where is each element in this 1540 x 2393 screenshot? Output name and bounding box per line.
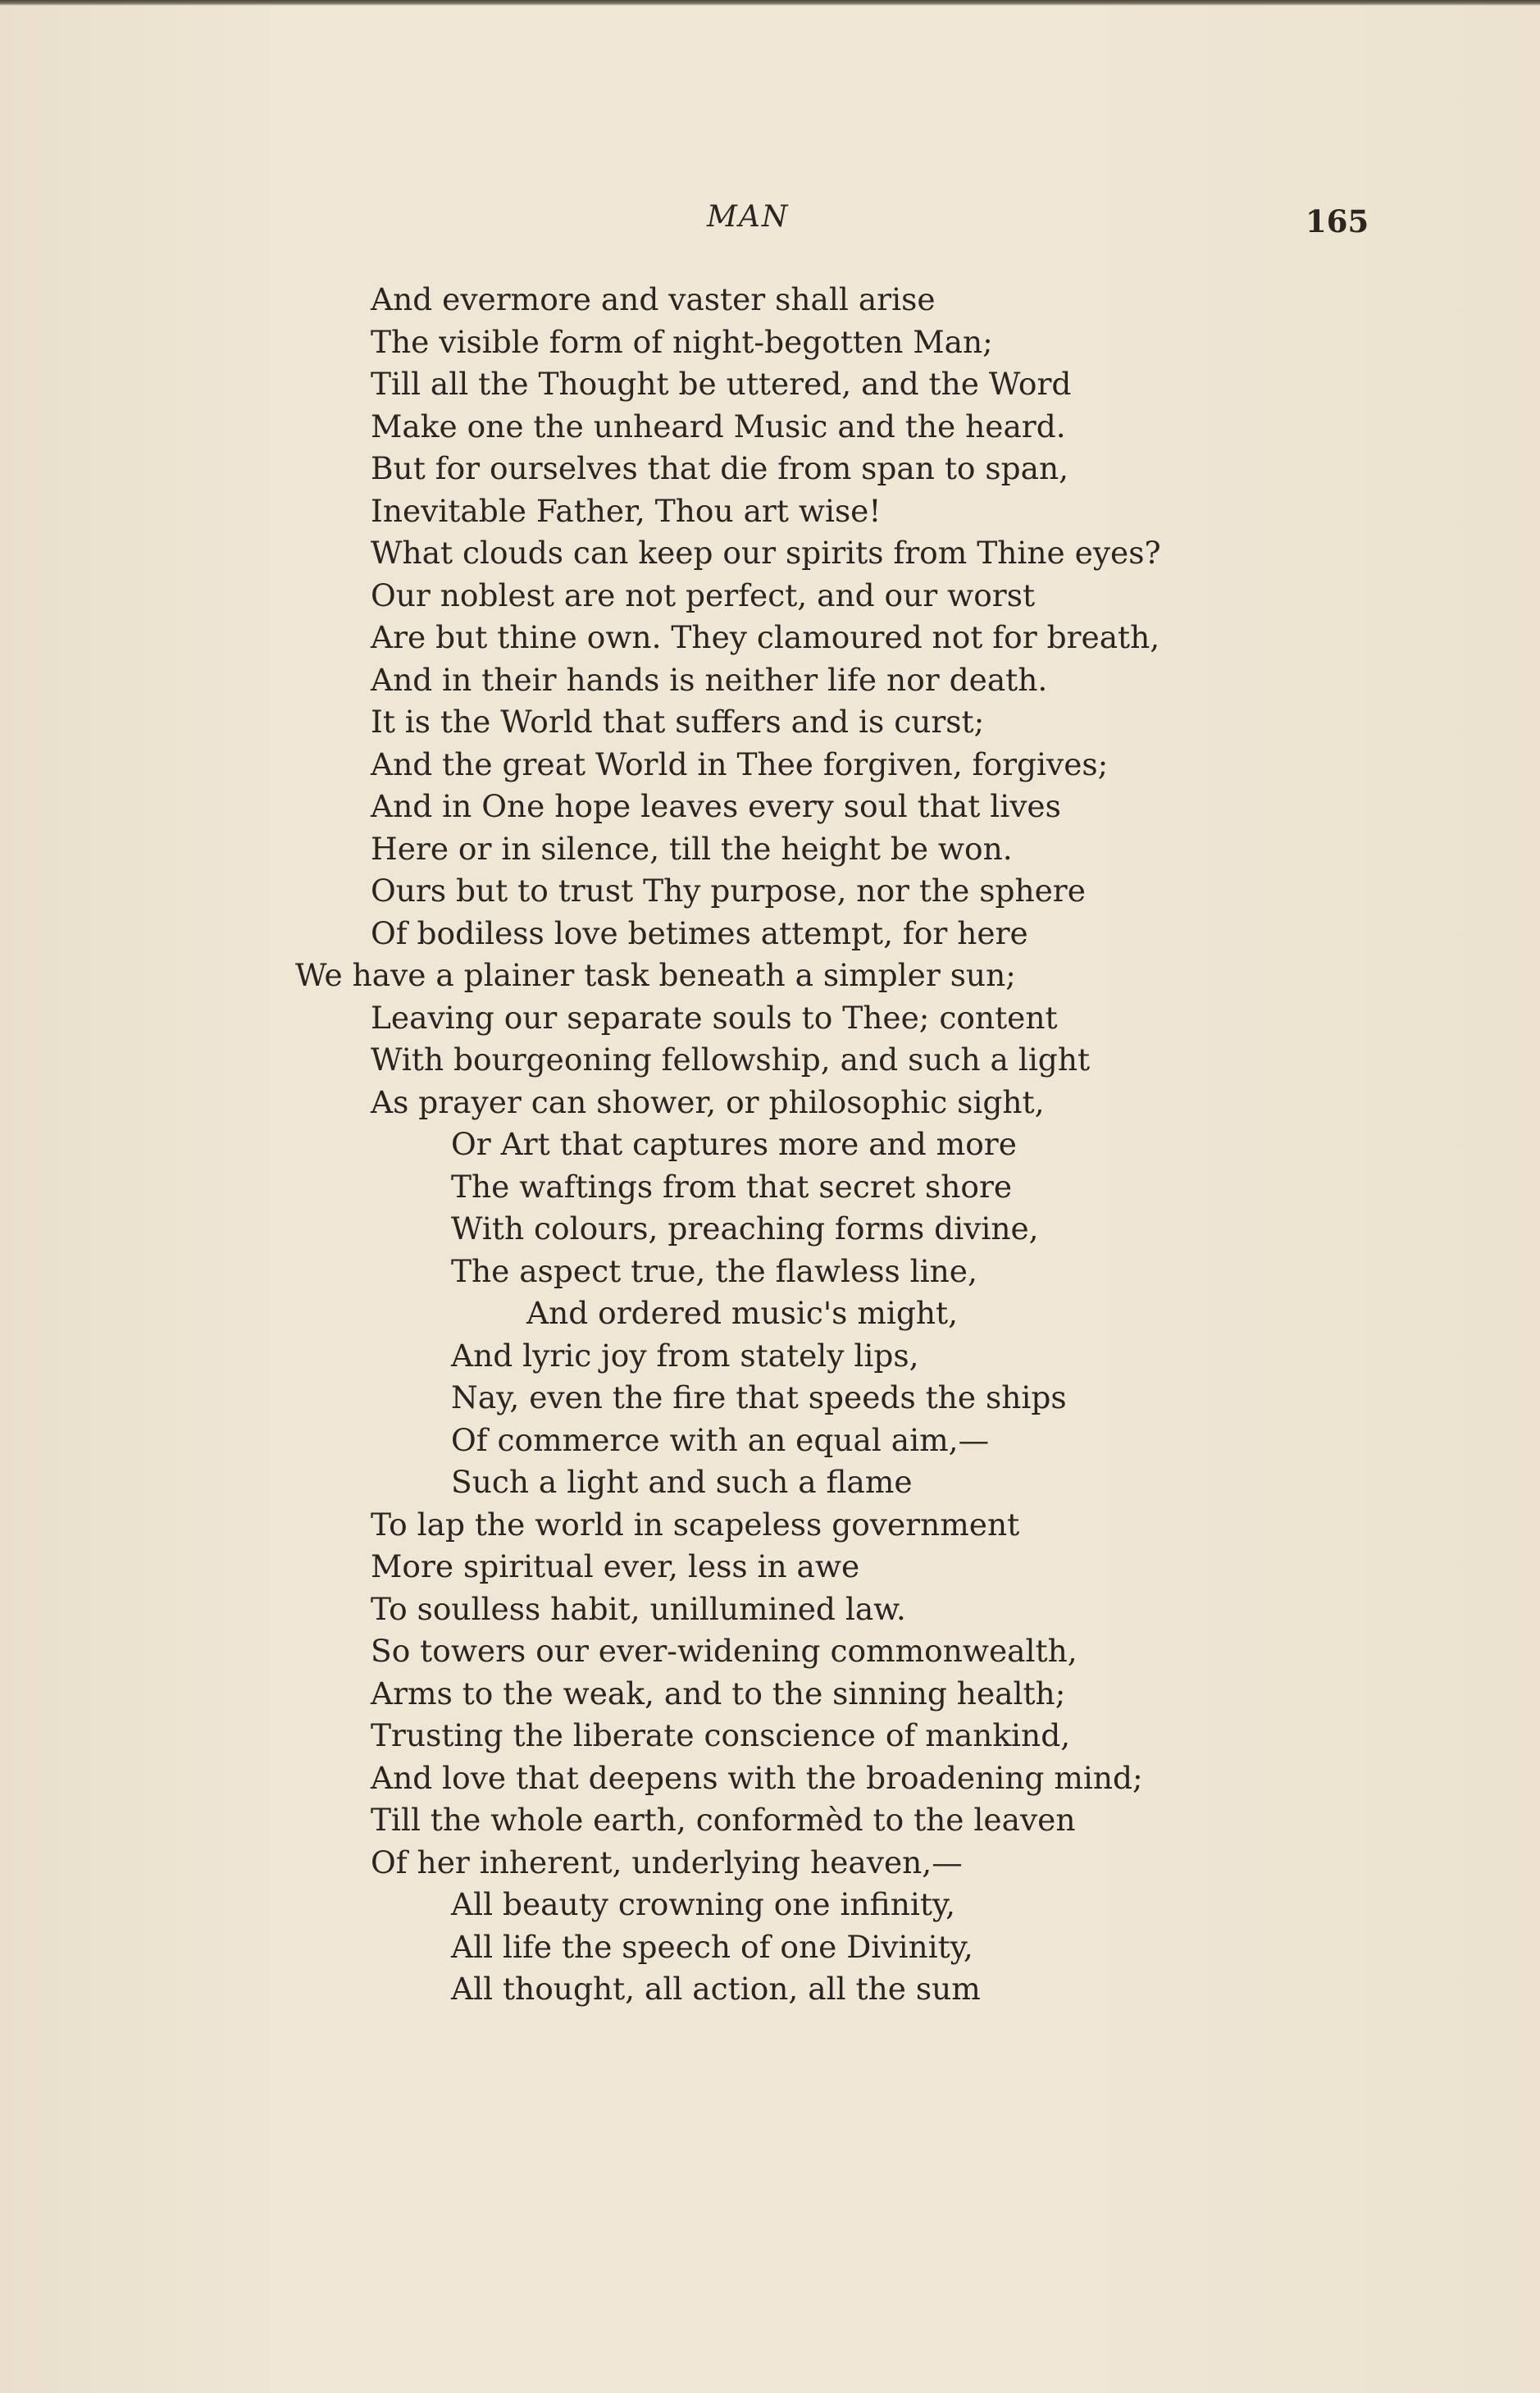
- page-top-edge: [0, 0, 1540, 6]
- poem-line: Till the whole earth, conformèd to the leaven: [371, 1802, 1076, 1838]
- poem-line: And ordered music's might,: [526, 1295, 959, 1331]
- poem-line: But for ourselves that die from span to span,: [371, 450, 1069, 486]
- poem-line: Or Art that captures more and more: [451, 1126, 1017, 1162]
- poem-line: Of her inherent, underlying heaven,—: [371, 1844, 963, 1880]
- poem-line: To soulless habit, unillumined law.: [371, 1590, 906, 1627]
- poem-line: And love that deepens with the broadening mind;: [371, 1759, 1143, 1796]
- poem-line: The waftings from that secret shore: [451, 1168, 1013, 1205]
- page-header: [0, 197, 1540, 246]
- poem-line: With colours, preaching forms divine,: [451, 1210, 1039, 1247]
- poem-line: Our noblest are not perfect, and our worst: [371, 577, 1036, 613]
- poem-line: And lyric joy from stately lips,: [451, 1337, 919, 1374]
- poem-line: And the great World in Thee forgiven, forgives;: [371, 745, 1109, 782]
- poem-line: The visible form of night-begotten Man;: [371, 323, 993, 360]
- poem-line: All beauty crowning one infinity,: [451, 1886, 956, 1922]
- poem-line: And in their hands is neither life nor death.: [371, 661, 1048, 698]
- poem-line: All life the speech of one Divinity,: [451, 1928, 973, 1965]
- poem-line: Such a light and such a flame: [451, 1464, 913, 1500]
- poem-line: What clouds can keep our spirits from Thine eyes?: [371, 535, 1161, 571]
- poem-line: And in One hope leaves every soul that lives: [371, 788, 1061, 824]
- poem-line: More spiritual ever, less in awe: [371, 1548, 860, 1584]
- poem-line: It is the World that suffers and is curst;: [371, 704, 985, 740]
- poem-line: Ours but to trust Thy purpose, nor the sphere: [371, 873, 1086, 909]
- poem-line: Arms to the weak, and to the sinning health;: [371, 1675, 1066, 1712]
- page-number: 165: [1305, 203, 1369, 239]
- poem-body: [0, 279, 1540, 2011]
- poem-line: We have a plainer task beneath a simpler sun;: [295, 957, 1016, 993]
- poem-line: Here or in silence, till the height be won.: [371, 830, 1013, 867]
- poem-line: And evermore and vaster shall arise: [371, 281, 936, 317]
- running-head: MAN: [707, 200, 790, 234]
- poem-line: Trusting the liberate conscience of mankind,: [371, 1717, 1071, 1753]
- poem-line: Of commerce with an equal aim,—: [451, 1421, 990, 1458]
- poem-line: To lap the world in scapeless government: [371, 1506, 1020, 1543]
- poem-line: As prayer can shower, or philosophic sight,: [371, 1083, 1045, 1120]
- poem-line: Of bodiless love betimes attempt, for here: [371, 914, 1028, 951]
- poem-line: So towers our ever-widening commonwealth,: [371, 1633, 1078, 1669]
- poem-line: Nay, even the fire that speeds the ships: [451, 1379, 1067, 1415]
- poem-line: Till all the Thought be uttered, and the Word: [371, 366, 1072, 402]
- poem-line: The aspect true, the flawless line,: [451, 1252, 977, 1289]
- poem-line: All thought, all action, all the sum: [451, 1971, 981, 2007]
- poem-line: Are but thine own. They clamoured not for breath,: [371, 619, 1160, 655]
- poem-line: Make one the unheard Music and the heard.: [371, 408, 1066, 444]
- poem-line: Leaving our separate souls to Thee; content: [371, 999, 1058, 1036]
- poem-line: Inevitable Father, Thou art wise!: [371, 492, 882, 529]
- poem-line: With bourgeoning fellowship, and such a light: [371, 1042, 1091, 1078]
